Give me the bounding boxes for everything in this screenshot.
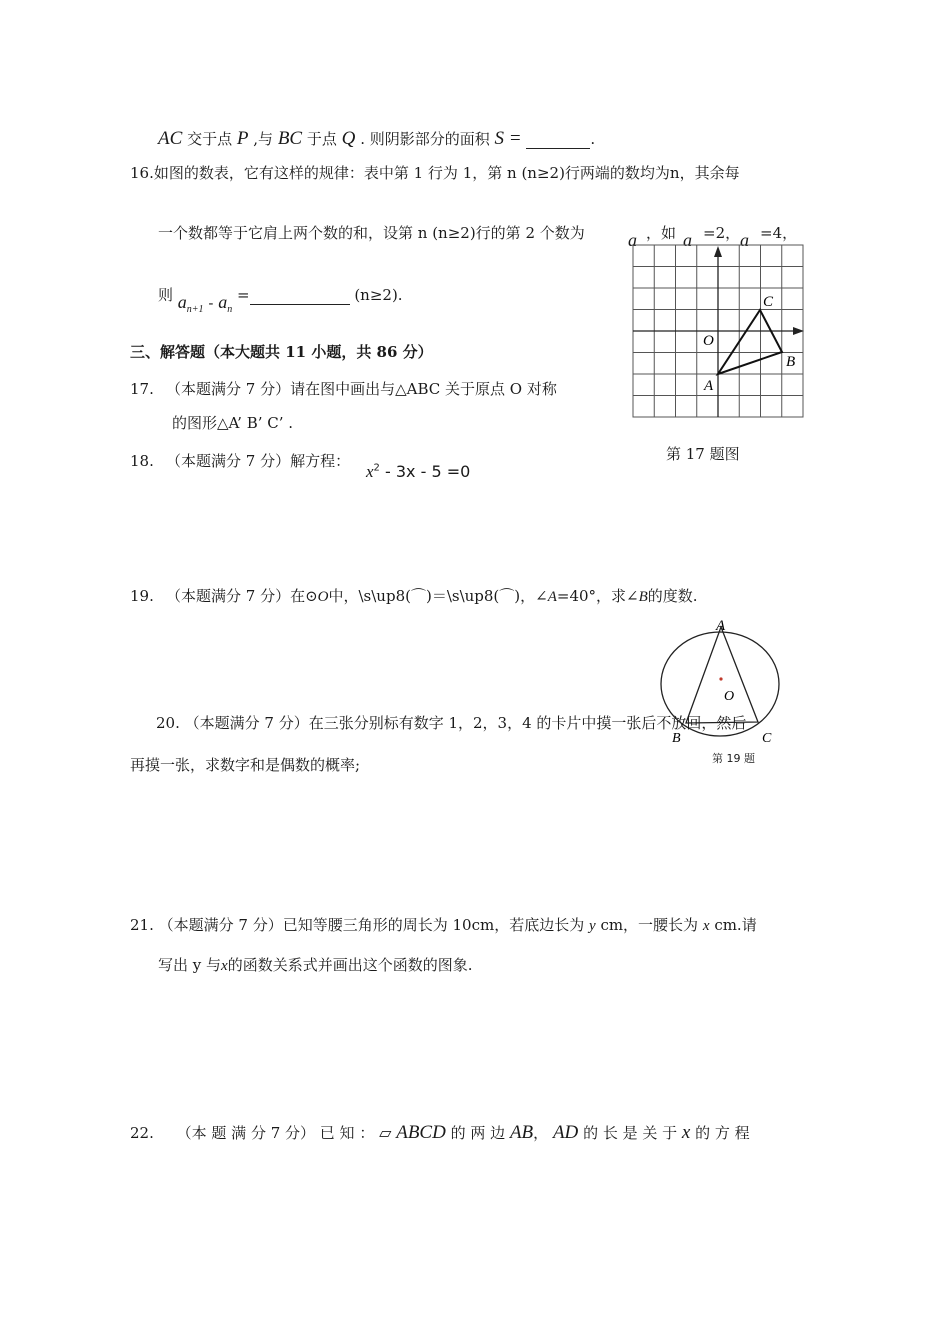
label-a: A [704,378,714,394]
label-c: C [763,294,774,310]
q19-number: 19. [130,587,154,605]
period: . [590,130,596,148]
q18-equation [366,462,470,482]
parallelogram-abcd: ABCD [396,1122,446,1143]
section-heading: 三、解答题（本大题共 11 小题，共 86 分） [130,343,433,361]
variable-x: x [366,462,374,481]
text: （本 题 满 分 7 分） 已 知 ： [176,1124,375,1142]
q19-caption: 第 19 题 [712,752,755,765]
answer-blank[interactable] [526,130,590,149]
text: ,与 [253,130,274,148]
equation-rest: - 3x - 5 =0 [385,462,471,481]
label-b: B [672,731,681,746]
side-ad: AD [552,1122,579,1143]
q16-ru: ，如 [646,224,677,242]
label-a: A [716,618,726,634]
q17-text1: （本题满分 7 分）请在图中画出与△ABC 关于原点 O 对称 [166,380,557,398]
separator: ， [533,1124,549,1142]
label-c: C [762,731,772,746]
q20-line2: 再摸一张，求数字和是偶数的概率; [130,756,361,774]
q17-grid-figure [630,242,820,422]
text: 的 方 程 [695,1124,750,1142]
q16-a3-symbol: a [740,230,749,250]
answer-blank[interactable] [250,286,350,305]
triangle-abc [686,627,758,723]
subscript: n+1 [186,304,204,315]
text: （本题满分 7 分）已知等腰三角形的周长为 10cm，若底边长为 [158,916,585,934]
text: 的 长 是 关 于 [583,1124,678,1142]
side-ab: AB [509,1122,534,1143]
q16-line3 [158,284,403,315]
segment-ac: AC [158,128,183,149]
variable-x: x [702,918,710,934]
text: =40°，求∠ [556,587,639,605]
text: 的 两 边 [450,1124,506,1142]
q15-continuation [158,128,595,151]
q20-line1: 20. （本题满分 7 分）在三张分别标有数字 1，2，3，4 的卡片中摸一张后不放回，然后 [156,714,747,732]
point-q: Q [341,128,356,149]
q22-line [130,1122,750,1145]
parallelogram-symbol: ▱ [379,1123,392,1142]
q17-caption: 第 17 题图 [666,445,740,463]
a-symbol: a [177,292,187,312]
label-o: O [703,333,714,349]
q18-number: 18. [130,452,154,470]
q21-line1 [130,916,757,935]
q16-eq1: =2， [703,224,741,242]
a-symbol: a [218,292,228,312]
label-o: O [724,689,735,704]
text: 的度数. [647,587,698,605]
condition: (n≥2). [354,286,403,304]
q21-line2 [158,956,472,975]
text: 于点 [306,130,337,148]
y-axis-arrow [714,246,722,257]
text: 写出 y 与 [158,956,222,974]
subscript: n [227,304,233,315]
q17-text2: 的图形△A’ B’ C’ . [172,414,294,432]
text: 中，\s\up8(⌒)＝\s\up8(⌒)，∠ [328,587,548,605]
exponent: 2 [373,462,380,474]
label-b: B [786,354,796,370]
q16-a-symbol: a [628,230,637,250]
q17-number: 17. [130,380,154,398]
q19-text [166,587,698,606]
q21-number: 21. [130,916,154,934]
x-axis-arrow [793,327,804,335]
triangle-abc [718,310,782,374]
q16-a2-symbol: a [683,230,692,250]
text: 则 [158,286,174,304]
minus-sign: - [208,294,214,312]
text: . 则阴影部分的面积 [360,130,490,148]
point-p: P [236,128,249,149]
equals: = [236,286,250,304]
q16-line1: 16.如图的数表，它有这样的规律：表中第 1 行为 1，第 n (n≥2)行两端的数均为n，其余每 [130,164,740,182]
angle-b: B [638,589,648,605]
text: cm，一腰长为 [600,916,699,934]
circle-o: O [317,589,329,605]
angle-a: A [547,589,557,605]
text: （本题满分 7 分）在⊙ [166,587,318,605]
q16-eq2: =4， [760,224,798,242]
q22-number: 22. [130,1124,154,1142]
area-s: S = [494,128,522,149]
q18-text: （本题满分 7 分）解方程： [166,452,351,470]
segment-bc: BC [277,128,303,149]
variable-y: y [588,918,596,934]
q16-line2 [158,224,585,242]
text: cm.请 [714,916,757,934]
text: 的函数关系式并画出这个函数的图象. [227,956,473,974]
center-dot [719,677,722,680]
variable-x: x [221,958,228,974]
q16-text: 一个数都等于它肩上两个数的和，设第 n (n≥2)行的第 2 个数为 [158,224,585,242]
variable-x: x [681,1122,691,1143]
text: 交于点 [187,130,233,148]
